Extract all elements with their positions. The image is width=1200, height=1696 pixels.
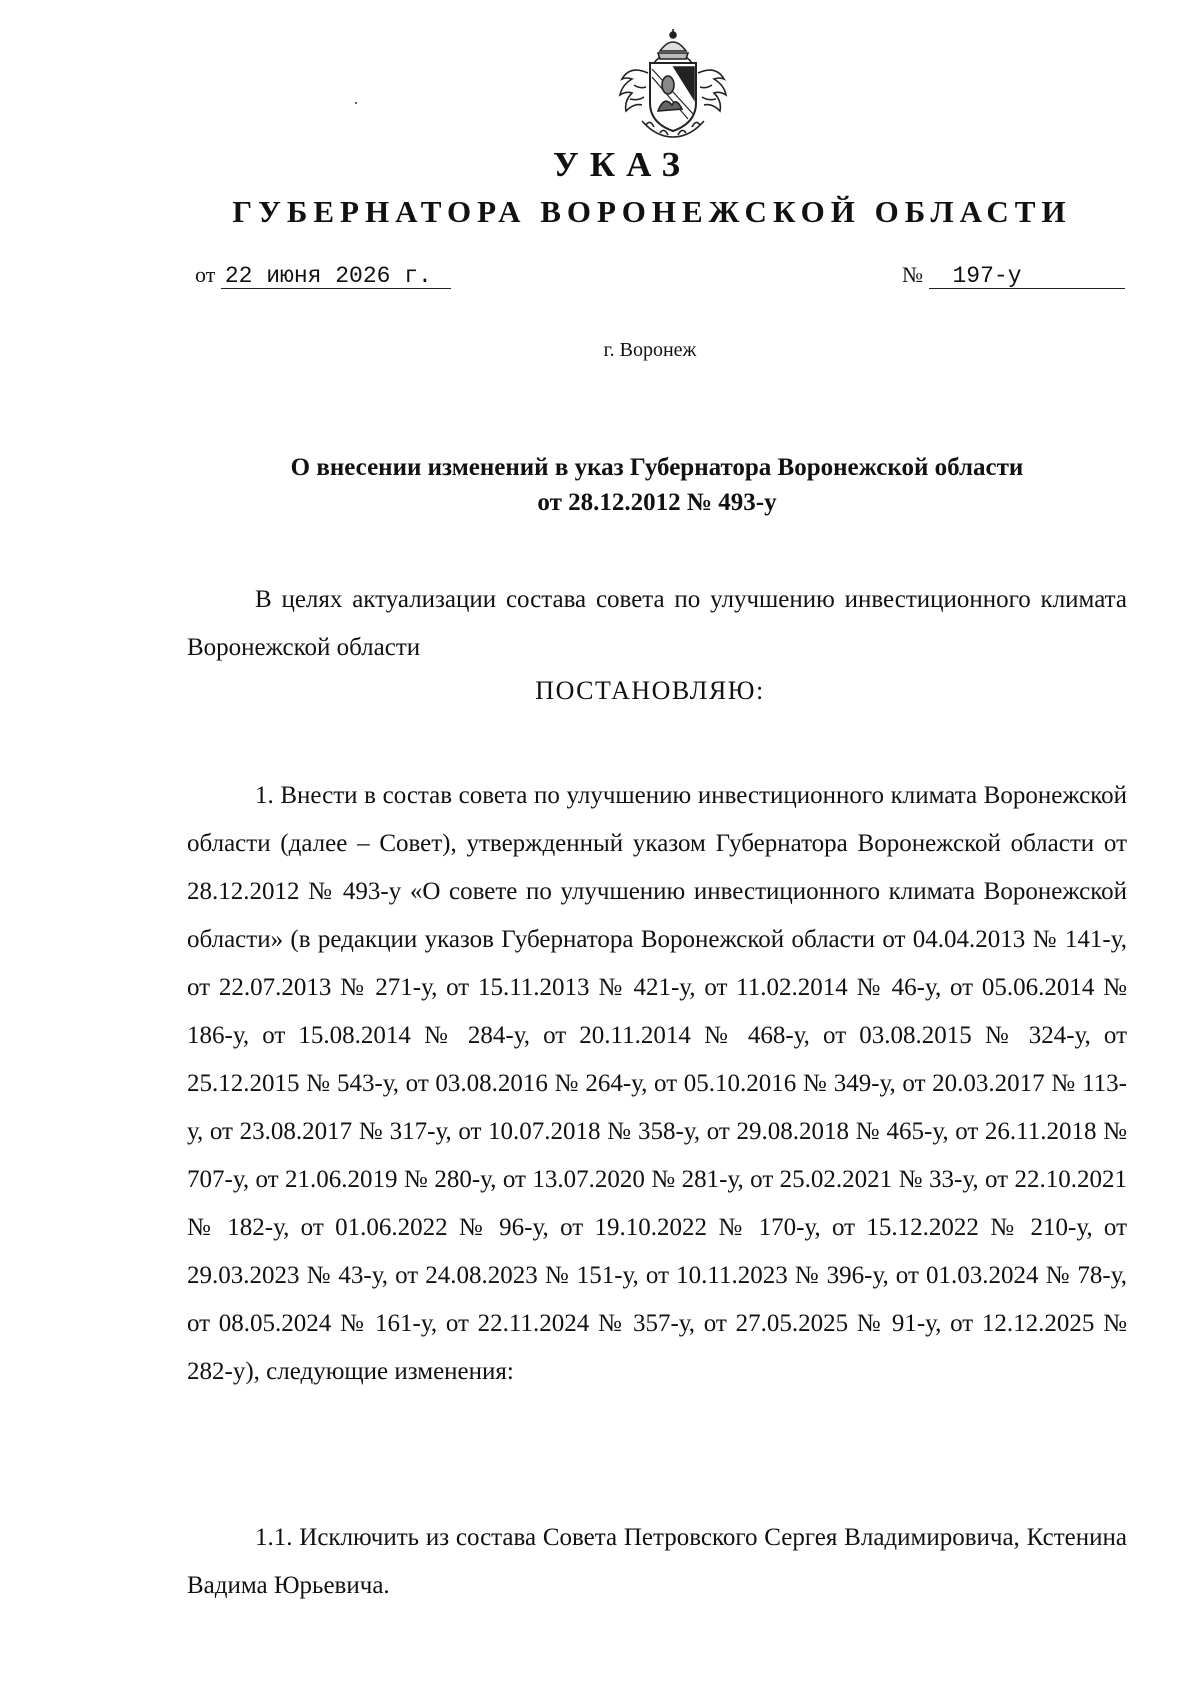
city-line: г. Воронеж xyxy=(603,339,697,361)
paragraph-1: 1. Внести в состав совета по улучшению инвестиционного климата Воронежской области (далее – Совет), утвержденный указом Губернатора Воронежской области от 28.12.2012 № 493-у «О совете по улучшению инвестиционного климата Воронежской области» (в редакции указов Губернатора Воронежской области от 04.04.2013 № 141-у, от 22.07.2013 № 271-у, от 15.11.2013 № 421-у, от 11.02.2014 № 46-у, от 05.06.2014 № 186-у, от 15.08.2014 № 284-у, от 20.11.2014 № 468-у, от 03.08.2015 № 324-у, от 25.12.2015 № 543-у, от 03.08.2016 № 264-у, от 05.10.2016 № 349-у, от 20.03.2017 № 113-у, от 23.08.2017 № 317-у, от 10.07.2018 № 358-у, от 29.08.2018 № 465-у, от 26.11.2018 № 707-у, от 21.06.2019 № 280-у, от 13.07.2020 № 281-у, от 25.02.2021 № 33-у, от 22.10.2021 № 182-у, от 01.06.2022 № 96-у, от 19.10.2022 № 170-у, от 15.12.2022 № 210-у, от 29.03.2023 № 43-у, от 24.08.2023 № 151-у, от 10.11.2023 № 396-у, от 01.03.2024 № 78-у, от 08.05.2024 № 161-у, от 22.11.2024 № 357-у, от 27.05.2025 № 91-у, от 12.12.2025 № 282-у), следующие изменения: xyxy=(187,782,1127,1385)
scan-speck xyxy=(355,102,357,104)
decree-subject xyxy=(187,450,1127,520)
coat-of-arms-icon xyxy=(612,25,734,143)
intro-paragraph: В целях актуализации состава совета по улучшению инвестиционного климата Воронежской области xyxy=(187,586,1127,661)
subject-line-2: от 28.12.2012 № 493-у xyxy=(537,489,777,516)
number-value: 197-у xyxy=(929,264,1125,289)
document-title: УКАЗ xyxy=(553,145,691,184)
date-value: 22 июня 2026 г. xyxy=(221,264,451,289)
subject-line-1: О внесении изменений в указ Губернатора Воронежской области xyxy=(290,454,1024,481)
decree-word: ПОСТАНОВЛЯЮ: xyxy=(535,676,765,705)
decree-date xyxy=(195,262,451,289)
number-prefix: № xyxy=(902,262,923,287)
date-prefix: от xyxy=(195,262,216,287)
paragraph-1-1: 1.1. Исключить из состава Совета Петровского Сергея Владимировича, Кстенина Вадима Юрьевича. xyxy=(187,1524,1127,1599)
document-issuer: ГУБЕРНАТОРА ВОРОНЕЖСКОЙ ОБЛАСТИ xyxy=(232,194,1072,229)
decree-number xyxy=(902,262,1125,289)
